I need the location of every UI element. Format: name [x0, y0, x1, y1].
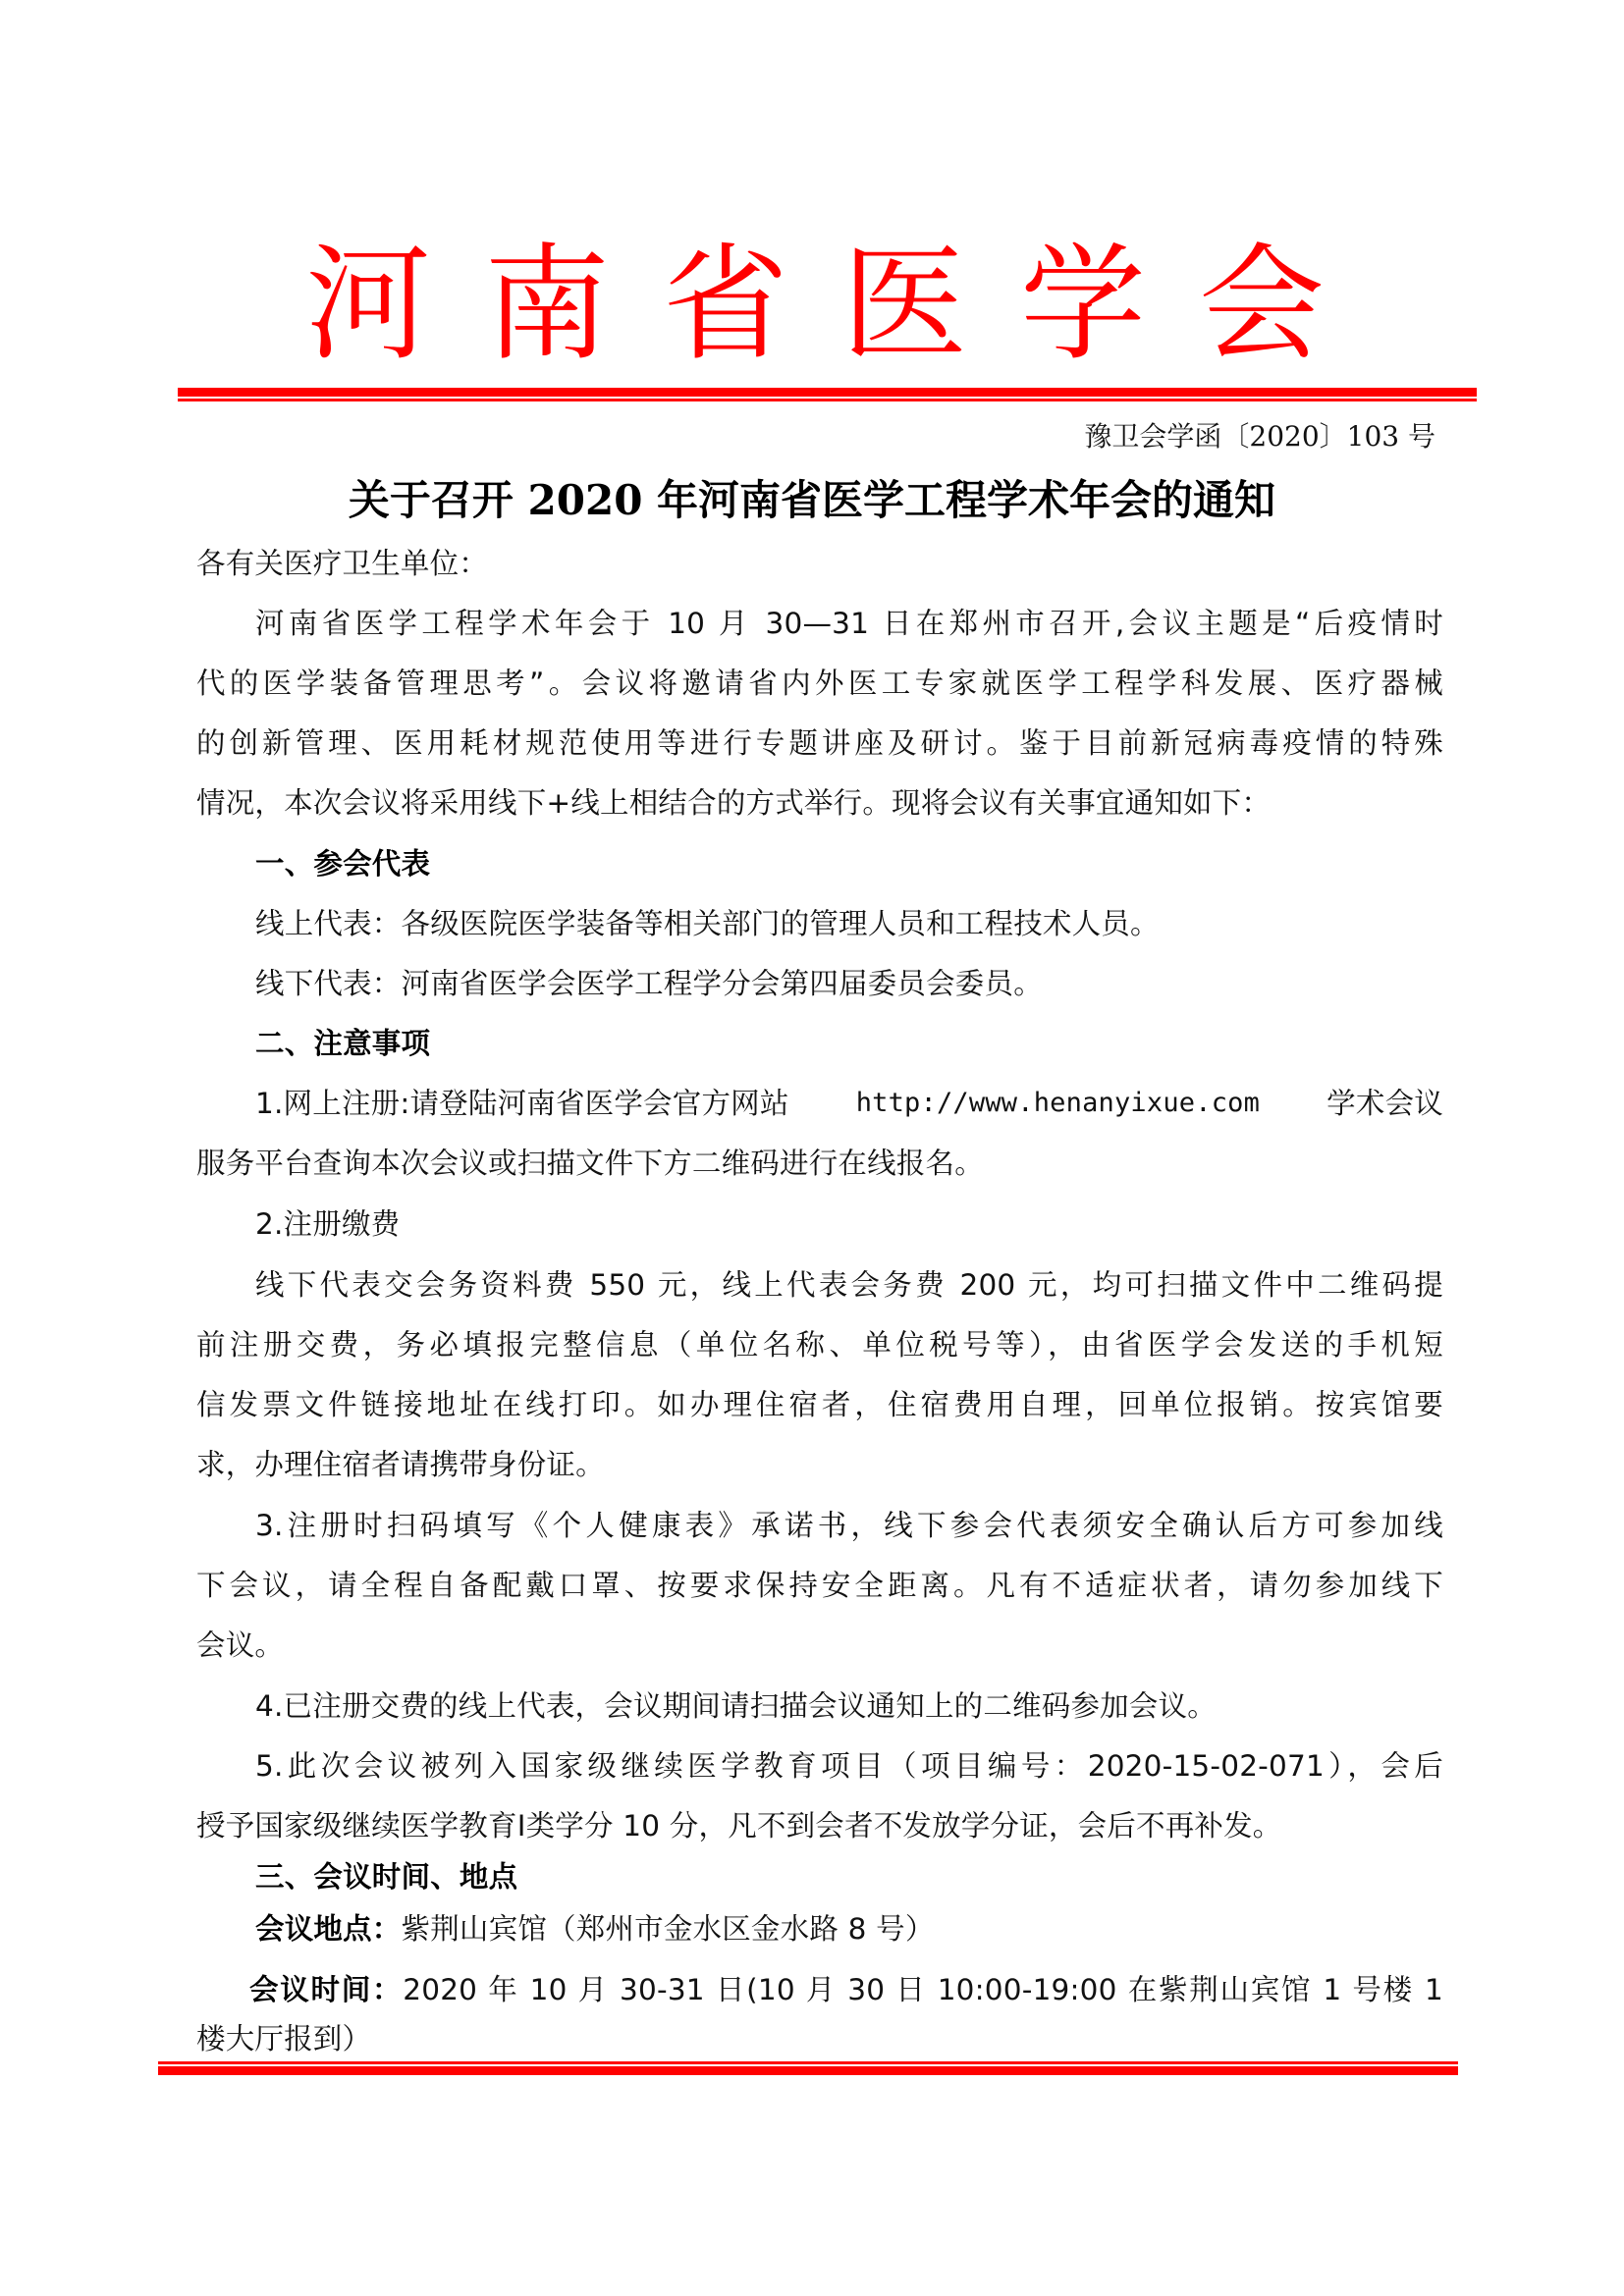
divider-thick-line [158, 2066, 1458, 2075]
letterhead-char: 医 [840, 232, 967, 378]
notice-item-3-line: 会议。 [196, 1629, 285, 1662]
notice-item-2-title: 2.注册缴费 [255, 1207, 401, 1241]
fee-line: 前注册交费，务必填报完整信息（单位名称、单位税号等），由省医学会发送的手机短 [196, 1328, 1443, 1362]
salutation: 各有关医疗卫生单位： [196, 547, 489, 580]
venue-label: 会议地点： [255, 1912, 402, 1946]
fee-line: 信发票文件链接地址在线打印。如办理住宿者，住宿费用自理，回单位报销。按宾馆要 [196, 1388, 1443, 1421]
online-delegates: 线上代表：各级医院医学装备等相关部门的管理人员和工程技术人员。 [255, 907, 1160, 940]
time-row [249, 1968, 1443, 2011]
letterhead-divider [178, 388, 1477, 401]
letterhead-char: 河 [304, 232, 431, 378]
divider-thin-line [158, 2061, 1458, 2064]
offline-delegates: 线下代表：河南省医学会医学工程学分会第四届委员会委员。 [255, 967, 1043, 1000]
venue-row [255, 1907, 1443, 1950]
notice-item-3-line: 3.注册时扫码填写《个人健康表》承诺书，线下参会代表须安全确认后方可参加线 [255, 1509, 1443, 1542]
document-title: 关于召开 2020 年河南省医学工程学术年会的通知 [348, 476, 1276, 524]
letterhead-char: 会 [1198, 232, 1325, 378]
item1-suffix: 学术会议 [1326, 1087, 1443, 1120]
notice-item-5-line: 5.此次会议被列入国家级继续医学教育项目（项目编号：2020-15-02-071），会后 [255, 1749, 1443, 1783]
fee-line: 求，办理住宿者请携带身份证。 [196, 1448, 605, 1481]
notice-item-1 [255, 1082, 1443, 1125]
section-heading: 一、参会代表 [255, 847, 431, 881]
section-heading: 二、注意事项 [255, 1027, 431, 1060]
venue-value: 紫荆山宾馆（郑州市金水区金水路 8 号） [401, 1912, 935, 1946]
time-row-line2: 楼大厅报到） [196, 2022, 372, 2056]
website-link[interactable]: http://www.henanyixue.com [855, 1088, 1261, 1118]
fee-line: 线下代表交会务资料费 550 元，线上代表会务费 200 元，均可扫描文件中二维码提 [255, 1268, 1443, 1302]
divider-thick-line [178, 388, 1477, 397]
divider-thin-line [178, 399, 1477, 401]
footer-divider [158, 2061, 1458, 2075]
notice-item-1-line2: 服务平台查询本次会议或扫描文件下方二维码进行在线报名。 [196, 1147, 984, 1180]
time-label: 会议时间： [249, 1973, 404, 2006]
intro-line: 的创新管理、医用耗材规范使用等进行专题讲座及研讨。鉴于目前新冠病毒疫情的特殊 [196, 726, 1443, 760]
intro-line: 情况，本次会议将采用线下+线上相结合的方式举行。现将会议有关事宜通知如下： [196, 786, 1272, 820]
intro-line: 代的医学装备管理思考”。会议将邀请省内外医工专家就医学工程学科发展、医疗器械 [196, 667, 1443, 700]
notice-item-3-line: 下会议，请全程自备配戴口罩、按要求保持安全距离。凡有不适症状者，请勿参加线下 [196, 1569, 1443, 1602]
item1-prefix: 1.网上注册:请登陆河南省医学会官方网站 [255, 1087, 789, 1120]
intro-line: 河南省医学工程学术年会于 10 月 30—31 日在郑州市召开,会议主题是“后疫情时 [255, 607, 1443, 640]
notice-item-5-line: 授予国家级继续医学教育Ⅰ类学分 10 分，凡不到会者不发放学分证，会后不再补发。 [196, 1809, 1282, 1842]
letterhead-char: 南 [483, 232, 610, 378]
letterhead-org-name [295, 232, 1335, 379]
time-value: 2020 年 10 月 30-31 日(10 月 30 日 10:00-19:00 在紫荆山宾馆 1 号楼 1 [403, 1973, 1443, 2006]
document-number: 豫卫会学函〔2020〕103 号 [1084, 420, 1435, 453]
letterhead-char: 学 [1019, 232, 1146, 378]
section-heading: 三、会议时间、地点 [255, 1860, 518, 1894]
notice-item-4: 4.已注册交费的线上代表，会议期间请扫描会议通知上的二维码参加会议。 [255, 1689, 1217, 1723]
letterhead-char: 省 [662, 232, 788, 378]
